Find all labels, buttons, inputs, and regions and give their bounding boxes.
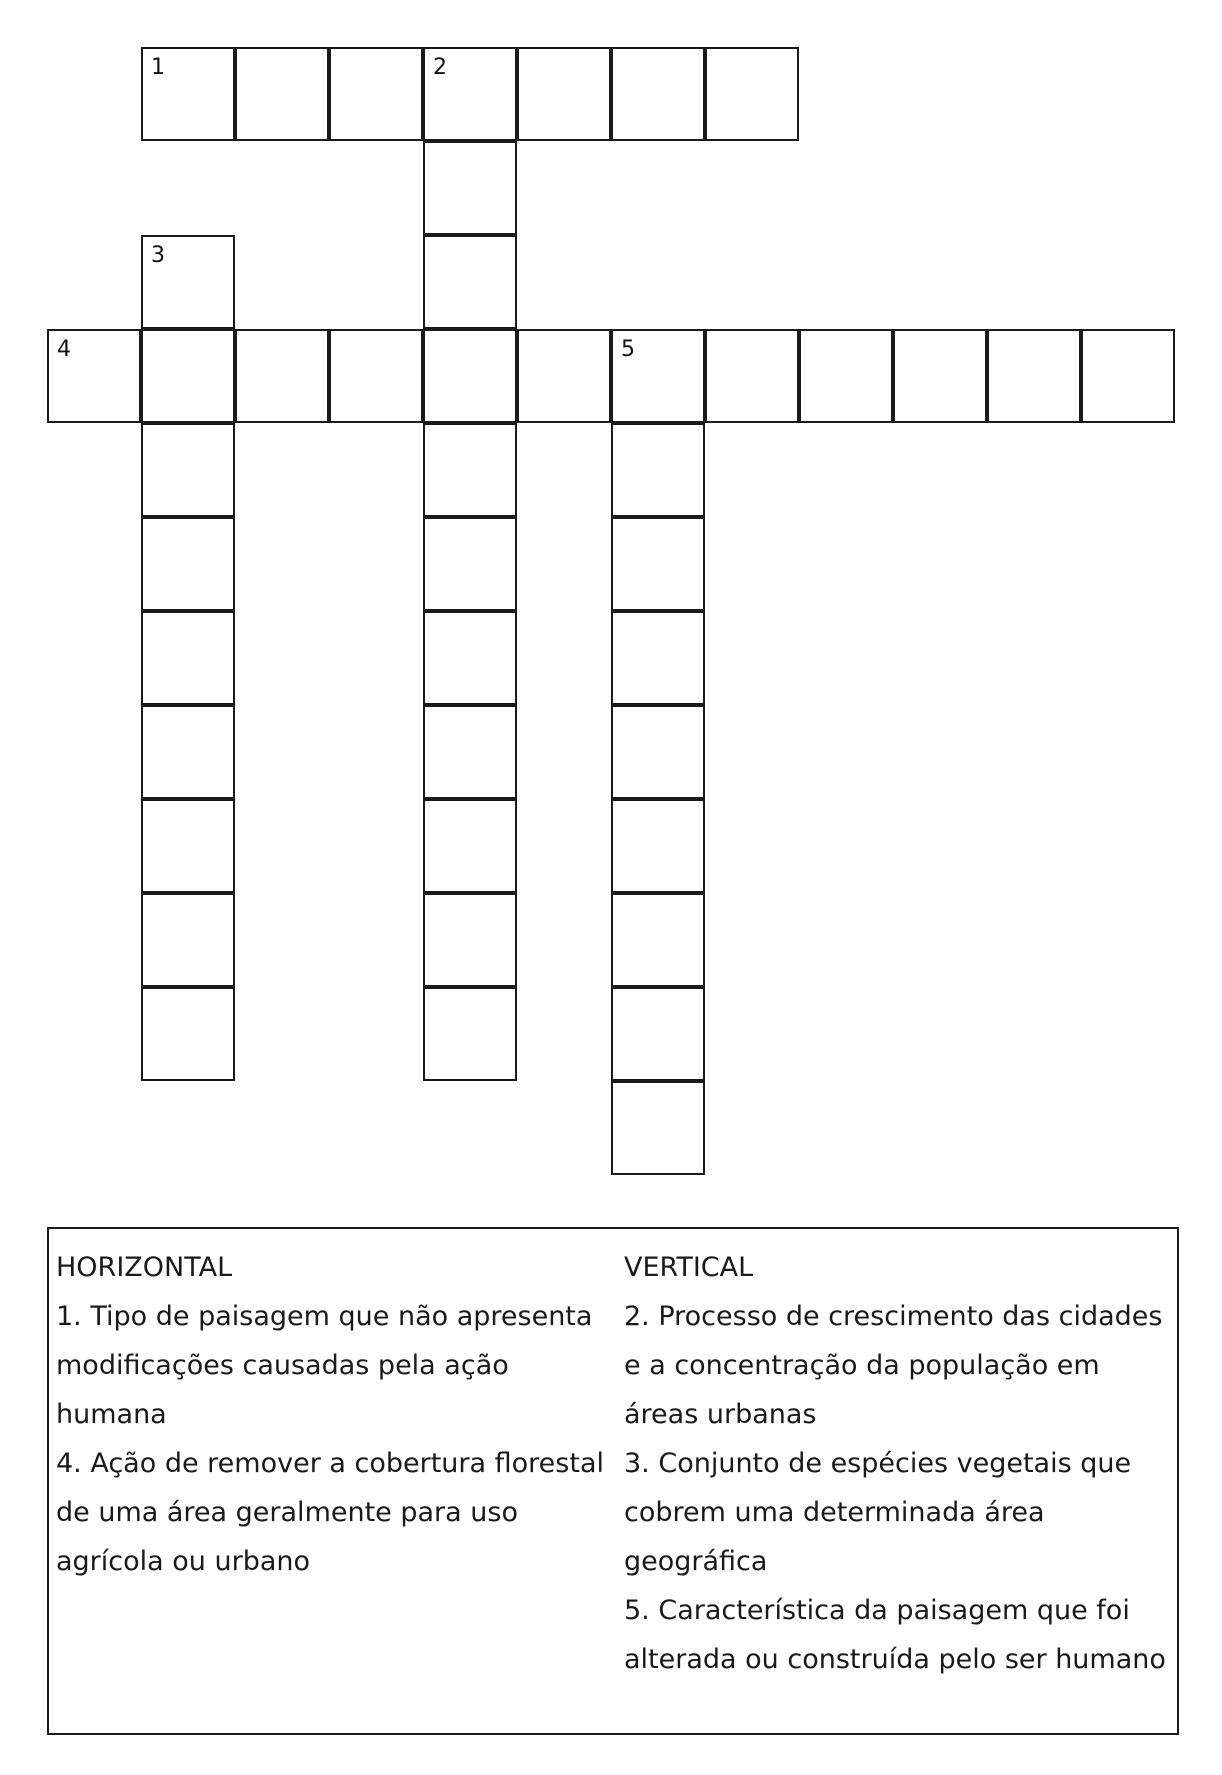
clue-number: 1 [151,55,165,80]
crossword-cell[interactable] [611,1081,705,1175]
crossword-cell[interactable] [987,329,1081,423]
crossword-cell[interactable] [47,329,141,423]
clue-number: 2 [433,55,447,80]
clue-4-across: 4. Ação de remover a cobertura florestal de uma área geralmente para uso agrícola ou urbano [56,1448,604,1577]
crossword-cell[interactable] [423,235,517,329]
crossword-cell[interactable] [141,423,235,517]
crossword-cell[interactable] [423,611,517,705]
crossword-cell[interactable] [893,329,987,423]
clue-number: 5 [621,337,635,362]
crossword-cell[interactable] [611,799,705,893]
clue-number: 3 [151,243,165,268]
crossword-cell[interactable] [141,329,235,423]
crossword-cell[interactable] [611,47,705,141]
crossword-cell[interactable] [423,987,517,1081]
crossword-cell[interactable] [611,987,705,1081]
crossword-cell[interactable] [141,47,235,141]
crossword-cell[interactable] [611,329,705,423]
crossword-cell[interactable] [611,611,705,705]
crossword-cell[interactable] [141,987,235,1081]
crossword-cell[interactable] [141,893,235,987]
crossword-cell[interactable] [611,893,705,987]
crossword-cell[interactable] [799,329,893,423]
crossword-cell[interactable] [423,893,517,987]
vertical-clues [624,1243,1176,1684]
crossword-cell[interactable] [517,47,611,141]
vertical-heading: VERTICAL [624,1252,754,1283]
clue-3-down: 3. Conjunto de espécies vegetais que cobrem uma determinada área geográfica [624,1448,1132,1577]
crossword-cell[interactable] [423,517,517,611]
crossword-cell[interactable] [517,329,611,423]
crossword-cell[interactable] [1081,329,1175,423]
clue-2-down: 2. Processo de crescimento das cidades e a concentração da população em áreas urbanas [624,1301,1163,1430]
clue-5-down: 5. Característica da paisagem que foi alterada ou construída pelo ser humano [624,1595,1166,1675]
clue-1-across: 1. Tipo de paisagem que não apresenta modificações causadas pela ação humana [56,1301,593,1430]
crossword-cell[interactable] [705,47,799,141]
crossword-cell[interactable] [423,705,517,799]
crossword-cell[interactable] [611,517,705,611]
clue-number: 4 [57,337,71,362]
crossword-cell[interactable] [423,329,517,423]
crossword-cell[interactable] [141,611,235,705]
crossword-cell[interactable] [423,799,517,893]
clues-box [47,1227,1179,1735]
crossword-cell[interactable] [141,705,235,799]
crossword-cell[interactable] [141,517,235,611]
crossword-cell[interactable] [423,47,517,141]
crossword-cell[interactable] [141,235,235,329]
crossword-cell[interactable] [329,47,423,141]
crossword-cell[interactable] [329,329,423,423]
crossword-cell[interactable] [235,329,329,423]
crossword-cell[interactable] [705,329,799,423]
crossword-cell[interactable] [141,799,235,893]
crossword-cell[interactable] [235,47,329,141]
crossword-cell[interactable] [423,423,517,517]
crossword-cell[interactable] [611,423,705,517]
crossword-cell[interactable] [423,141,517,235]
crossword-cell[interactable] [611,705,705,799]
horizontal-heading: HORIZONTAL [56,1252,233,1283]
horizontal-clues [56,1243,611,1586]
